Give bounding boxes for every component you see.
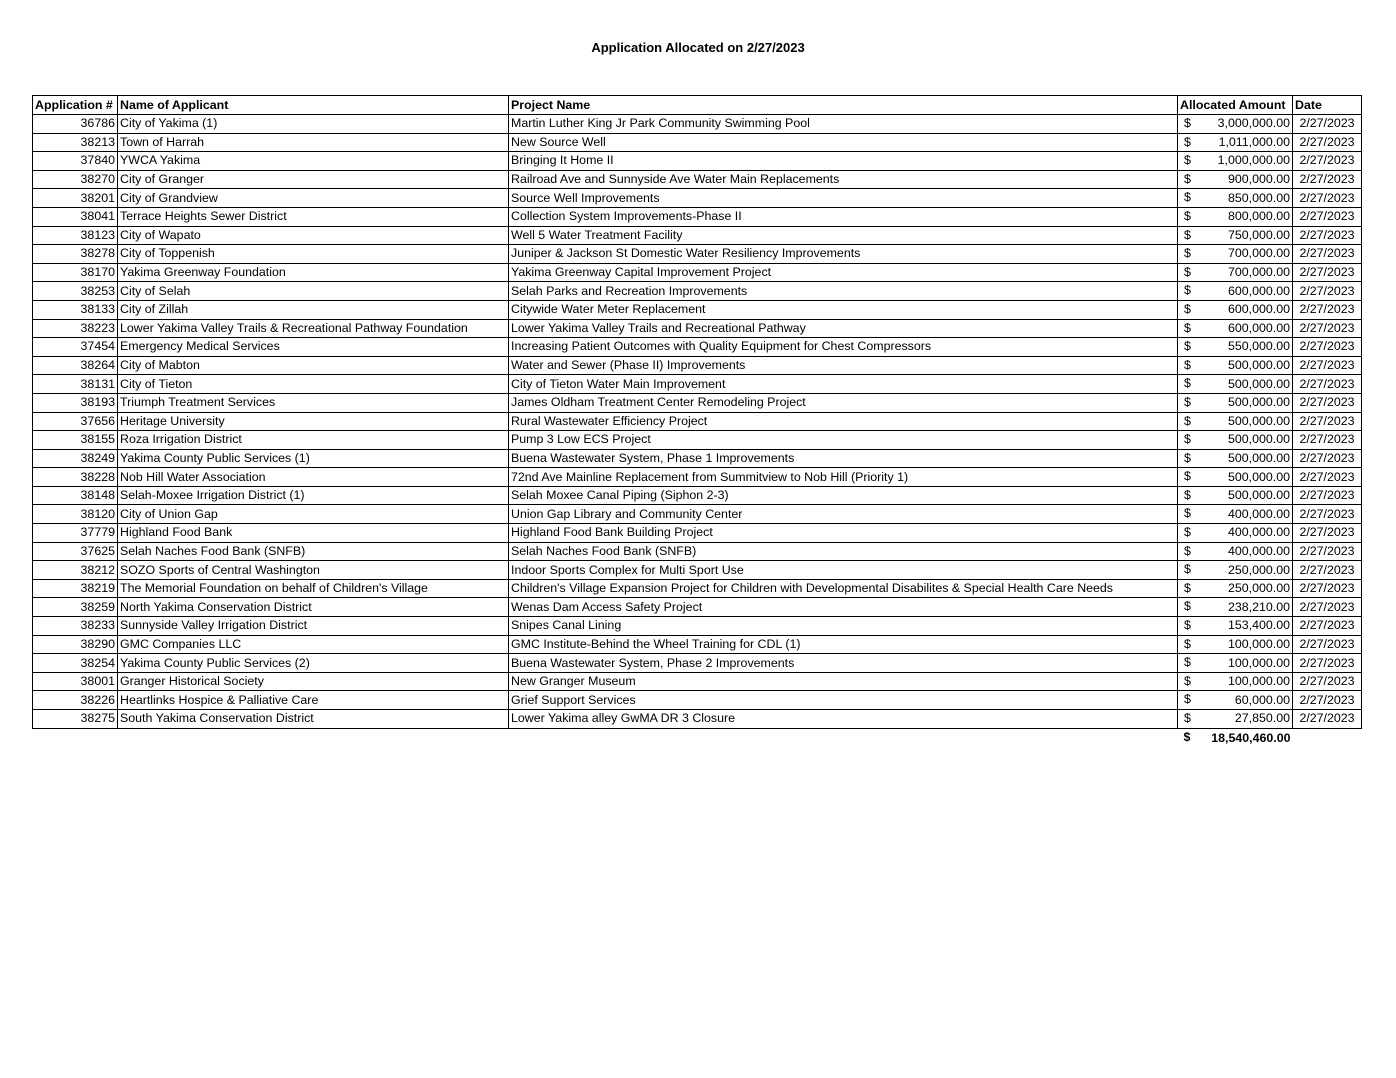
applicant-name: Town of Harrah	[118, 133, 509, 152]
allocated-amount	[1178, 152, 1293, 171]
application-number: 38131	[33, 375, 118, 394]
applicant-name: Heartlinks Hospice & Palliative Care	[118, 691, 509, 710]
application-number: 38123	[33, 226, 118, 245]
project-name: Wenas Dam Access Safety Project	[509, 598, 1178, 617]
applicant-name: YWCA Yakima	[118, 152, 509, 171]
application-number: 38290	[33, 635, 118, 654]
currency-symbol: $	[1184, 320, 1191, 335]
project-name: Citywide Water Meter Replacement	[509, 300, 1178, 319]
application-number: 38219	[33, 579, 118, 598]
project-name: Yakima Greenway Capital Improvement Project	[509, 263, 1178, 282]
allocated-amount	[1178, 319, 1293, 338]
project-name: City of Tieton Water Main Improvement	[509, 375, 1178, 394]
application-number: 38249	[33, 449, 118, 468]
table-row	[33, 561, 1362, 580]
allocated-amount	[1178, 115, 1293, 134]
allocated-amount	[1178, 226, 1293, 245]
currency-symbol: $	[1184, 599, 1191, 614]
application-number: 38193	[33, 393, 118, 412]
table-row	[33, 598, 1362, 617]
table-row	[33, 412, 1362, 431]
application-number: 37625	[33, 542, 118, 561]
application-number: 38270	[33, 170, 118, 189]
amount-value: 60,000.00	[1234, 692, 1290, 707]
allocation-date: 2/27/2023	[1293, 152, 1362, 171]
allocation-date: 2/27/2023	[1293, 691, 1362, 710]
project-name: James Oldham Treatment Center Remodeling Project	[509, 393, 1178, 412]
currency-symbol: $	[1184, 283, 1191, 298]
project-name: Source Well Improvements	[509, 189, 1178, 208]
allocated-amount	[1178, 468, 1293, 487]
table-row	[33, 617, 1362, 636]
project-name: Highland Food Bank Building Project	[509, 524, 1178, 543]
table-row	[33, 524, 1362, 543]
project-name: Lower Yakima alley GwMA DR 3 Closure	[509, 710, 1178, 729]
application-number: 37454	[33, 338, 118, 357]
currency-symbol: $	[1184, 469, 1191, 484]
currency-symbol: $	[1184, 525, 1191, 540]
allocated-amount	[1178, 170, 1293, 189]
application-number: 36786	[33, 115, 118, 134]
total-amount	[1178, 728, 1293, 749]
applicant-name: City of Granger	[118, 170, 509, 189]
project-name: 72nd Ave Mainline Replacement from Summitview to Nob Hill (Priority 1)	[509, 468, 1178, 487]
applicant-name: Emergency Medical Services	[118, 338, 509, 357]
amount-value: 600,000.00	[1227, 283, 1290, 298]
application-number: 38213	[33, 133, 118, 152]
allocation-date: 2/27/2023	[1293, 672, 1362, 691]
table-row	[33, 579, 1362, 598]
table-row	[33, 449, 1362, 468]
amount-value: 100,000.00	[1227, 636, 1290, 651]
header-project-name: Project Name	[509, 96, 1178, 115]
project-name: Indoor Sports Complex for Multi Sport Use	[509, 561, 1178, 580]
table-row	[33, 226, 1362, 245]
applicant-name: The Memorial Foundation on behalf of Children's Village	[118, 579, 509, 598]
application-number: 38278	[33, 245, 118, 264]
allocated-amount	[1178, 338, 1293, 357]
allocated-amount	[1178, 654, 1293, 673]
table-row	[33, 468, 1362, 487]
applicant-name: South Yakima Conservation District	[118, 710, 509, 729]
allocation-date: 2/27/2023	[1293, 170, 1362, 189]
amount-value: 500,000.00	[1227, 358, 1290, 373]
currency-symbol: $	[1184, 487, 1191, 502]
table-row	[33, 431, 1362, 450]
header-applicant-name: Name of Applicant	[118, 96, 509, 115]
amount-value: 500,000.00	[1227, 469, 1290, 484]
currency-symbol: $	[1184, 208, 1191, 223]
table-row	[33, 300, 1362, 319]
project-name: Buena Wastewater System, Phase 2 Improvements	[509, 654, 1178, 673]
amount-value: 238,210.00	[1227, 599, 1290, 614]
project-name: Selah Naches Food Bank (SNFB)	[509, 542, 1178, 561]
allocation-date: 2/27/2023	[1293, 319, 1362, 338]
allocation-date: 2/27/2023	[1293, 115, 1362, 134]
currency-symbol: $	[1184, 450, 1191, 465]
applicant-name: City of Wapato	[118, 226, 509, 245]
application-number: 38120	[33, 505, 118, 524]
applicant-name: Sunnyside Valley Irrigation District	[118, 617, 509, 636]
allocation-date: 2/27/2023	[1293, 524, 1362, 543]
table-row	[33, 393, 1362, 412]
table-row	[33, 133, 1362, 152]
project-name: Selah Parks and Recreation Improvements	[509, 282, 1178, 301]
applicant-name: SOZO Sports of Central Washington	[118, 561, 509, 580]
application-number: 38212	[33, 561, 118, 580]
project-name: Bringing It Home II	[509, 152, 1178, 171]
applicant-name: Nob Hill Water Association	[118, 468, 509, 487]
applicant-name: Yakima County Public Services (2)	[118, 654, 509, 673]
allocation-date: 2/27/2023	[1293, 505, 1362, 524]
table-row	[33, 635, 1362, 654]
allocation-date: 2/27/2023	[1293, 710, 1362, 729]
allocation-table	[32, 95, 1362, 749]
currency-symbol: $	[1184, 562, 1191, 577]
applicant-name: North Yakima Conservation District	[118, 598, 509, 617]
allocated-amount	[1178, 524, 1293, 543]
table-row	[33, 710, 1362, 729]
applicant-name: City of Mabton	[118, 356, 509, 375]
applicant-name: Triumph Treatment Services	[118, 393, 509, 412]
application-number: 38001	[33, 672, 118, 691]
allocated-amount	[1178, 561, 1293, 580]
application-number: 38223	[33, 319, 118, 338]
project-name: Lower Yakima Valley Trails and Recreational Pathway	[509, 319, 1178, 338]
currency-symbol: $	[1184, 190, 1191, 205]
table-row	[33, 486, 1362, 505]
amount-value: 850,000.00	[1227, 190, 1290, 205]
allocated-amount	[1178, 431, 1293, 450]
allocated-amount	[1178, 672, 1293, 691]
currency-symbol: $	[1184, 264, 1191, 279]
applicant-name: Heritage University	[118, 412, 509, 431]
total-value: 18,540,460.00	[1211, 731, 1291, 746]
table-row	[33, 672, 1362, 691]
header-date: Date	[1293, 96, 1362, 115]
application-number: 38170	[33, 263, 118, 282]
allocated-amount	[1178, 207, 1293, 226]
project-name: Selah Moxee Canal Piping (Siphon 2-3)	[509, 486, 1178, 505]
project-name: Pump 3 Low ECS Project	[509, 431, 1178, 450]
allocated-amount	[1178, 542, 1293, 561]
amount-value: 250,000.00	[1227, 581, 1290, 596]
amount-value: 250,000.00	[1227, 562, 1290, 577]
currency-symbol: $	[1184, 153, 1191, 168]
applicant-name: Granger Historical Society	[118, 672, 509, 691]
applicant-name: City of Zillah	[118, 300, 509, 319]
allocated-amount	[1178, 710, 1293, 729]
project-name: Rural Wastewater Efficiency Project	[509, 412, 1178, 431]
amount-value: 500,000.00	[1227, 488, 1290, 503]
table-row	[33, 375, 1362, 394]
table-row	[33, 207, 1362, 226]
table-row	[33, 189, 1362, 208]
allocated-amount	[1178, 635, 1293, 654]
project-name: Grief Support Services	[509, 691, 1178, 710]
allocation-date: 2/27/2023	[1293, 486, 1362, 505]
amount-value: 700,000.00	[1227, 246, 1290, 261]
currency-symbol: $	[1183, 729, 1191, 744]
allocation-date: 2/27/2023	[1293, 635, 1362, 654]
allocated-amount	[1178, 356, 1293, 375]
allocation-date: 2/27/2023	[1293, 189, 1362, 208]
project-name: Children's Village Expansion Project for Children with Developmental Disabilites & Special Health Care Needs	[509, 579, 1178, 598]
table-row	[33, 170, 1362, 189]
currency-symbol: $	[1184, 618, 1191, 633]
table-header-row	[33, 96, 1362, 115]
allocation-date: 2/27/2023	[1293, 263, 1362, 282]
amount-value: 700,000.00	[1227, 265, 1290, 280]
total-row	[33, 728, 1362, 749]
project-name: Martin Luther King Jr Park Community Swimming Pool	[509, 115, 1178, 134]
application-number: 38226	[33, 691, 118, 710]
allocation-date: 2/27/2023	[1293, 226, 1362, 245]
header-application-number: Application #	[33, 96, 118, 115]
amount-value: 1,000,000.00	[1217, 153, 1290, 168]
project-name: Juniper & Jackson St Domestic Water Resiliency Improvements	[509, 245, 1178, 264]
table-row	[33, 691, 1362, 710]
currency-symbol: $	[1184, 116, 1191, 130]
allocated-amount	[1178, 375, 1293, 394]
allocated-amount	[1178, 393, 1293, 412]
applicant-name: Roza Irrigation District	[118, 431, 509, 450]
allocated-amount	[1178, 579, 1293, 598]
amount-value: 400,000.00	[1227, 506, 1290, 521]
currency-symbol: $	[1184, 673, 1191, 688]
amount-value: 500,000.00	[1227, 395, 1290, 410]
table-row	[33, 245, 1362, 264]
allocation-date: 2/27/2023	[1293, 561, 1362, 580]
amount-value: 600,000.00	[1227, 320, 1290, 335]
allocated-amount	[1178, 263, 1293, 282]
currency-symbol: $	[1184, 246, 1191, 261]
currency-symbol: $	[1184, 636, 1191, 651]
allocation-date: 2/27/2023	[1293, 245, 1362, 264]
currency-symbol: $	[1184, 301, 1191, 316]
allocated-amount	[1178, 486, 1293, 505]
table-row	[33, 338, 1362, 357]
allocation-date: 2/27/2023	[1293, 393, 1362, 412]
table-row	[33, 654, 1362, 673]
amount-value: 500,000.00	[1227, 432, 1290, 447]
applicant-name: Yakima Greenway Foundation	[118, 263, 509, 282]
currency-symbol: $	[1184, 413, 1191, 428]
applicant-name: Yakima County Public Services (1)	[118, 449, 509, 468]
amount-value: 500,000.00	[1227, 450, 1290, 465]
application-number: 38254	[33, 654, 118, 673]
currency-symbol: $	[1184, 394, 1191, 409]
allocation-date: 2/27/2023	[1293, 468, 1362, 487]
allocation-date: 2/27/2023	[1293, 542, 1362, 561]
table-row	[33, 319, 1362, 338]
allocated-amount	[1178, 282, 1293, 301]
allocation-date: 2/27/2023	[1293, 300, 1362, 319]
application-number: 38148	[33, 486, 118, 505]
allocated-amount	[1178, 617, 1293, 636]
application-number: 38264	[33, 356, 118, 375]
project-name: Railroad Ave and Sunnyside Ave Water Main Replacements	[509, 170, 1178, 189]
project-name: Increasing Patient Outcomes with Quality Equipment for Chest Compressors	[509, 338, 1178, 357]
amount-value: 500,000.00	[1227, 376, 1290, 391]
table-row	[33, 152, 1362, 171]
allocated-amount	[1178, 505, 1293, 524]
project-name: New Granger Museum	[509, 672, 1178, 691]
allocation-date: 2/27/2023	[1293, 356, 1362, 375]
currency-symbol: $	[1184, 357, 1191, 372]
allocation-date: 2/27/2023	[1293, 431, 1362, 450]
amount-value: 1,011,000.00	[1218, 134, 1290, 149]
table-row	[33, 356, 1362, 375]
allocated-amount	[1178, 691, 1293, 710]
currency-symbol: $	[1184, 376, 1191, 391]
applicant-name: City of Toppenish	[118, 245, 509, 264]
table-row	[33, 282, 1362, 301]
applicant-name: City of Grandview	[118, 189, 509, 208]
application-number: 37656	[33, 412, 118, 431]
table-row	[33, 263, 1362, 282]
application-number: 38041	[33, 207, 118, 226]
applicant-name: City of Selah	[118, 282, 509, 301]
header-allocated-amount: Allocated Amount	[1178, 96, 1293, 115]
currency-symbol: $	[1184, 711, 1191, 725]
allocated-amount	[1178, 412, 1293, 431]
currency-symbol: $	[1184, 506, 1191, 521]
currency-symbol: $	[1184, 171, 1191, 186]
project-name: Collection System Improvements-Phase II	[509, 207, 1178, 226]
project-name: Well 5 Water Treatment Facility	[509, 226, 1178, 245]
application-number: 38253	[33, 282, 118, 301]
amount-value: 600,000.00	[1227, 302, 1290, 317]
application-number: 38259	[33, 598, 118, 617]
amount-value: 750,000.00	[1227, 227, 1290, 242]
amount-value: 27,850.00	[1234, 711, 1290, 726]
application-number: 37779	[33, 524, 118, 543]
application-number: 38233	[33, 617, 118, 636]
applicant-name: City of Yakima (1)	[118, 115, 509, 134]
application-number: 38228	[33, 468, 118, 487]
amount-value: 900,000.00	[1227, 172, 1290, 187]
project-name: Union Gap Library and Community Center	[509, 505, 1178, 524]
applicant-name: City of Union Gap	[118, 505, 509, 524]
project-name: Snipes Canal Lining	[509, 617, 1178, 636]
currency-symbol: $	[1184, 543, 1191, 558]
allocation-date: 2/27/2023	[1293, 617, 1362, 636]
applicant-name: Lower Yakima Valley Trails & Recreational Pathway Foundation	[118, 319, 509, 338]
application-number: 38201	[33, 189, 118, 208]
table-row	[33, 505, 1362, 524]
project-name: Buena Wastewater System, Phase 1 Improvements	[509, 449, 1178, 468]
amount-value: 100,000.00	[1227, 655, 1290, 670]
currency-symbol: $	[1184, 432, 1191, 447]
table-row	[33, 115, 1362, 134]
amount-value: 800,000.00	[1227, 209, 1290, 224]
allocation-date: 2/27/2023	[1293, 338, 1362, 357]
currency-symbol: $	[1184, 580, 1191, 595]
allocation-date: 2/27/2023	[1293, 579, 1362, 598]
allocation-date: 2/27/2023	[1293, 375, 1362, 394]
allocated-amount	[1178, 133, 1293, 152]
applicant-name: GMC Companies LLC	[118, 635, 509, 654]
applicant-name: Selah-Moxee Irrigation District (1)	[118, 486, 509, 505]
amount-value: 400,000.00	[1227, 525, 1290, 540]
amount-value: 3,000,000.00	[1217, 116, 1290, 131]
page-title: Application Allocated on 2/27/2023	[591, 40, 805, 55]
allocation-date: 2/27/2023	[1293, 654, 1362, 673]
allocation-date: 2/27/2023	[1293, 412, 1362, 431]
amount-value: 500,000.00	[1227, 413, 1290, 428]
allocation-date: 2/27/2023	[1293, 449, 1362, 468]
currency-symbol: $	[1184, 227, 1191, 242]
currency-symbol: $	[1184, 339, 1191, 354]
allocated-amount	[1178, 300, 1293, 319]
applicant-name: Selah Naches Food Bank (SNFB)	[118, 542, 509, 561]
applicant-name: City of Tieton	[118, 375, 509, 394]
application-number: 38133	[33, 300, 118, 319]
application-number: 38155	[33, 431, 118, 450]
table-row	[33, 542, 1362, 561]
project-name: Water and Sewer (Phase II) Improvements	[509, 356, 1178, 375]
allocated-amount	[1178, 245, 1293, 264]
currency-symbol: $	[1184, 134, 1191, 149]
currency-symbol: $	[1184, 692, 1191, 707]
allocation-date: 2/27/2023	[1293, 282, 1362, 301]
allocated-amount	[1178, 189, 1293, 208]
amount-value: 550,000.00	[1227, 339, 1290, 354]
amount-value: 153,400.00	[1227, 618, 1290, 633]
allocation-date: 2/27/2023	[1293, 207, 1362, 226]
applicant-name: Highland Food Bank	[118, 524, 509, 543]
project-name: New Source Well	[509, 133, 1178, 152]
applicant-name: Terrace Heights Sewer District	[118, 207, 509, 226]
currency-symbol: $	[1184, 655, 1191, 670]
allocated-amount	[1178, 449, 1293, 468]
allocation-date: 2/27/2023	[1293, 133, 1362, 152]
amount-value: 100,000.00	[1227, 674, 1290, 689]
application-number: 38275	[33, 710, 118, 729]
allocated-amount	[1178, 598, 1293, 617]
amount-value: 400,000.00	[1227, 543, 1290, 558]
allocation-date: 2/27/2023	[1293, 598, 1362, 617]
project-name: GMC Institute-Behind the Wheel Training for CDL (1)	[509, 635, 1178, 654]
application-number: 37840	[33, 152, 118, 171]
